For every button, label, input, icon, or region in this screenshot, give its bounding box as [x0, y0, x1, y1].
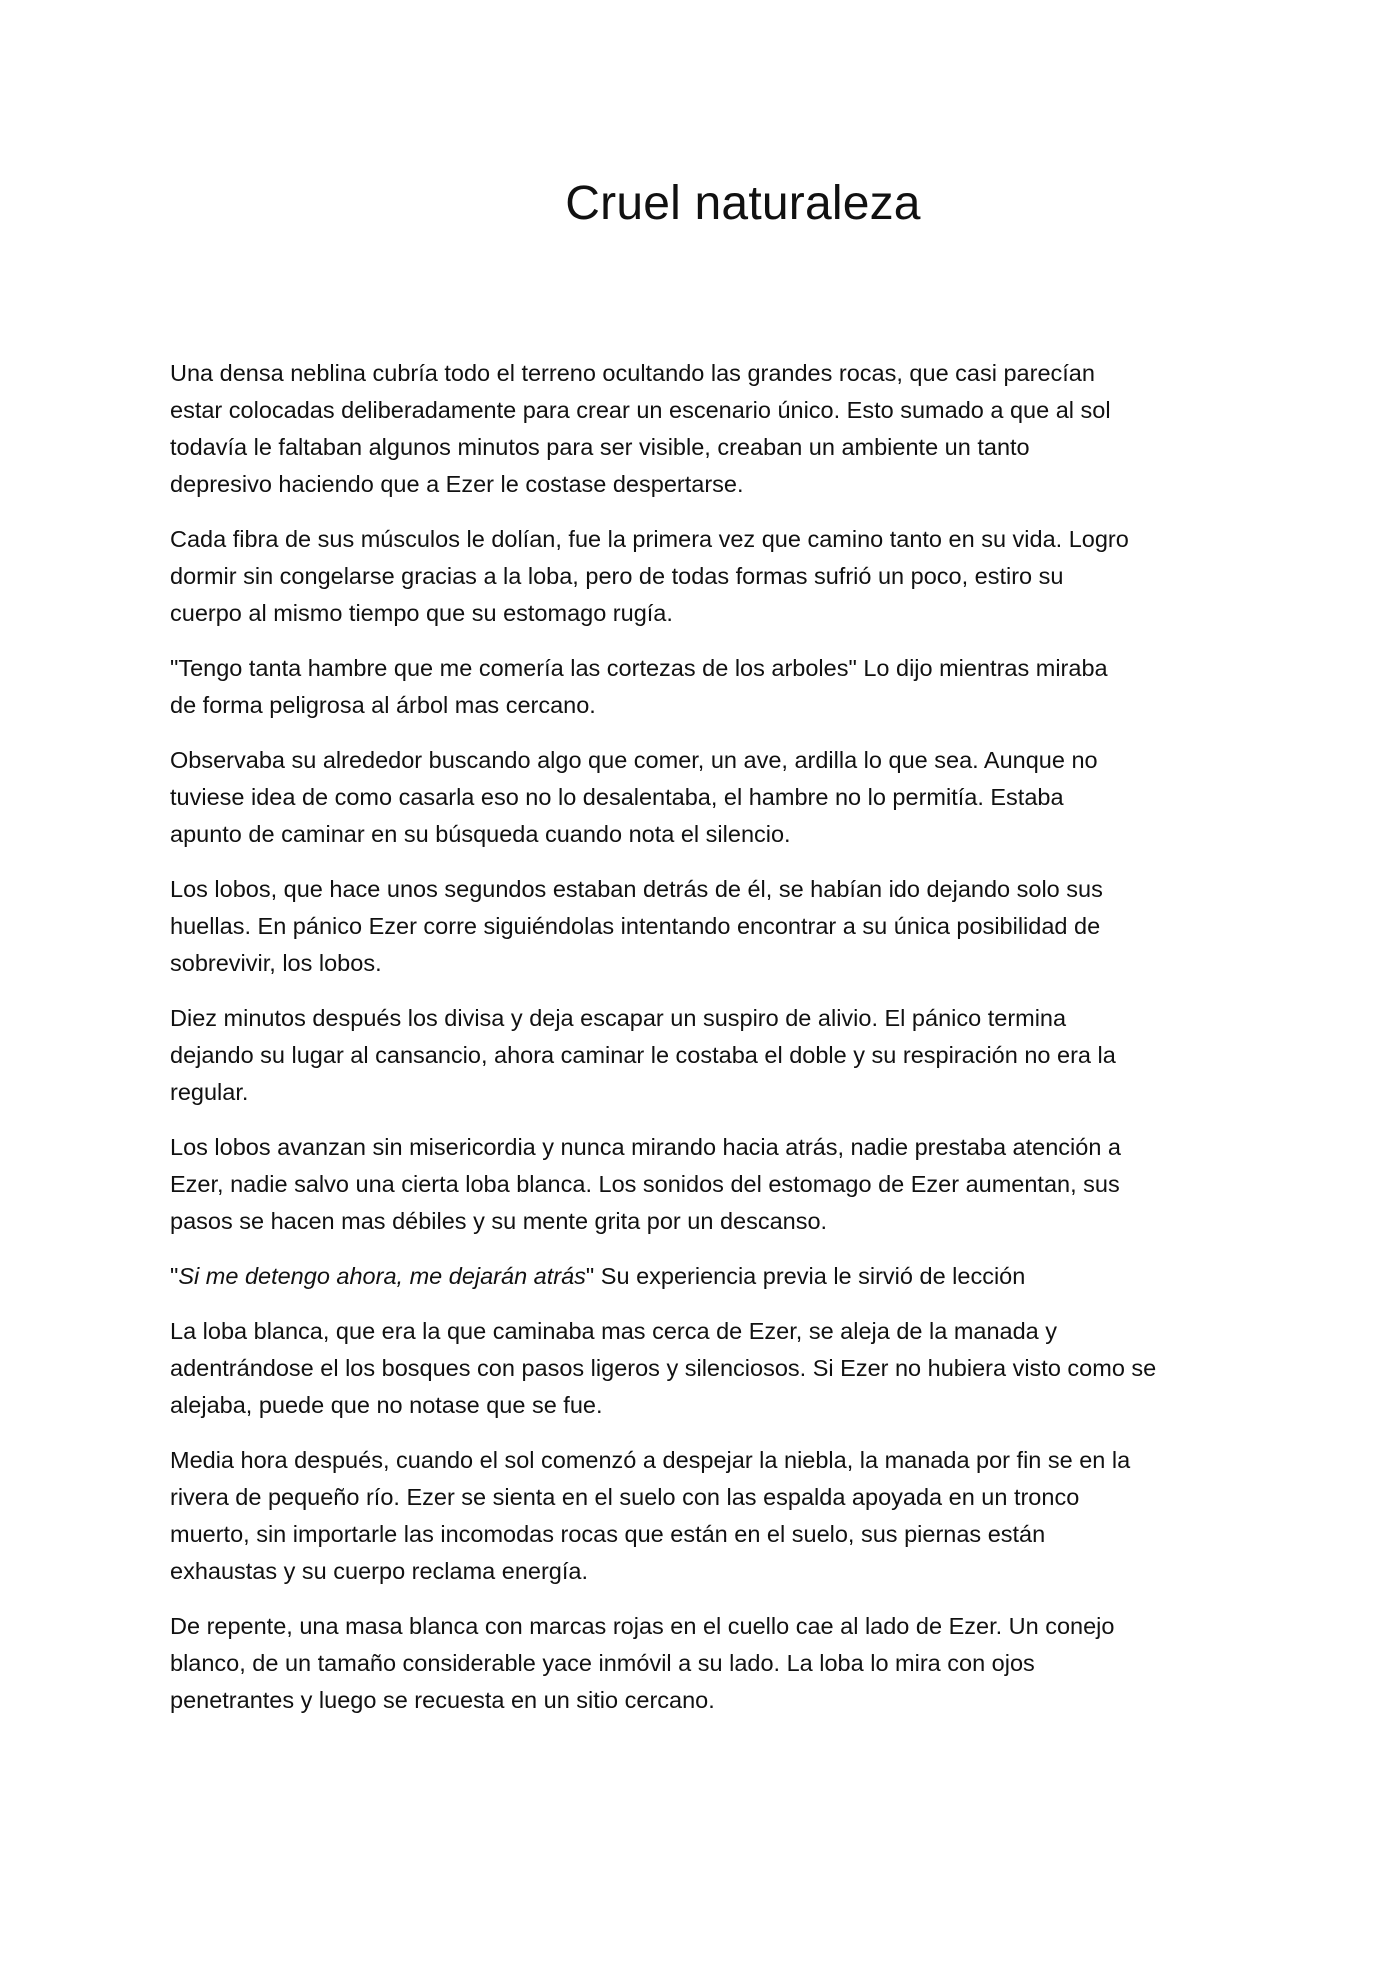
document-body — [170, 355, 1240, 1737]
paragraph: Los lobos avanzan sin misericordia y nunca mirando hacia atrás, nadie prestaba atención a Ezer, nadie salvo una cierta loba blanca. Los sonidos del estomago de Ezer aumentan, sus pasos se hacen mas débiles y su mente grita por un descanso. — [170, 1134, 1122, 1234]
paragraph: Observaba su alrededor buscando algo que comer, un ave, ardilla lo que sea. Aunque no tuviese idea de como casarla eso no lo desalentaba, el hambre no lo permitía. Estaba apunto de caminar en su búsqueda cuando nota el silencio. — [170, 747, 1098, 847]
paragraph: Los lobos, que hace unos segundos estaban detrás de él, se habían ido dejando solo sus huellas. En pánico Ezer corre siguiéndolas intentando encontrar a su única posibilidad de sobrevivir, los lobos. — [170, 876, 1103, 976]
document-title: Cruel naturaleza — [565, 177, 921, 230]
paragraph: Una densa neblina cubría todo el terreno ocultando las grandes rocas, que casi parecían estar colocadas deliberadamente para crear un escenario único. Esto sumado a que al sol todavía le faltaban algunos minutos para ser visible, creaban un ambiente un tanto depresivo haciendo que a Ezer le costase despertarse. — [170, 360, 1111, 497]
paragraph: Media hora después, cuando el sol comenzó a despejar la niebla, la manada por fin se en la rivera de pequeño río. Ezer se sienta en el suelo con las espalda apoyada en un tronco muerto, sin importarle las incomodas rocas que están en el suelo, sus piernas están exhaustas y su cuerpo reclama energía. — [170, 1447, 1131, 1584]
paragraph: La loba blanca, que era la que caminaba mas cerca de Ezer, se aleja de la manada y adentrándose el los bosques con pasos ligeros y silenciosos. Si Ezer no hubiera visto como se alejaba, puede que no notase que se fue. — [170, 1318, 1157, 1418]
quote-open-mark: " — [170, 1263, 179, 1289]
quote-paragraph — [170, 1258, 1240, 1295]
paragraph: "Tengo tanta hambre que me comería las cortezas de los arboles" Lo dijo mientras miraba de forma peligrosa al árbol mas cercano. — [170, 655, 1108, 718]
paragraph: Diez minutos después los divisa y deja escapar un suspiro de alivio. El pánico termina dejando su lugar al cansancio, ahora caminar le costaba el doble y su respiración no era la regular. — [170, 1005, 1116, 1105]
quote-rest-text: " Su experiencia previa le sirvió de lección — [585, 1263, 1026, 1289]
paragraph: Cada fibra de sus músculos le dolían, fue la primera vez que camino tanto en su vida. Logro dormir sin congelarse gracias a la loba, pero de todas formas sufrió un poco, estiro su cuerpo al mismo tiempo que su estomago rugía. — [170, 526, 1129, 626]
paragraph: De repente, una masa blanca con marcas rojas en el cuello cae al lado de Ezer. Un conejo blanco, de un tamaño considerable yace inmóvil a su lado. La loba lo mira con ojos penetrantes y luego se recuesta en un sitio cercano. — [170, 1613, 1115, 1713]
quote-italic-text: Si me detengo ahora, me dejarán atrás — [178, 1263, 586, 1289]
